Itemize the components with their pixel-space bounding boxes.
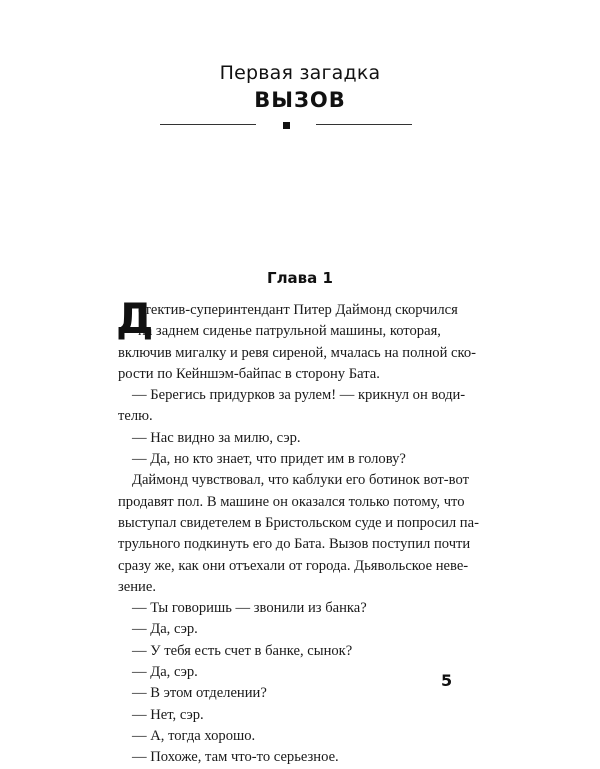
text-line: — Нас видно за милю, сэр. bbox=[132, 429, 301, 446]
text-line: — Берегись придурков за рулем! — крикнул он води- bbox=[132, 387, 466, 404]
text-line: — Да, сэр. bbox=[132, 621, 198, 638]
text-line: етектив-суперинтендант Питер Даймонд скорчился bbox=[138, 302, 458, 318]
text-line: — Ты говоришь — звонили из банка? bbox=[132, 600, 367, 617]
text-line: телю. bbox=[118, 408, 153, 425]
text-line: Даймонд чувствовал, что каблуки его ботинок вот-вот bbox=[132, 472, 469, 489]
title-ornament bbox=[0, 119, 600, 131]
text-line: — В этом отделении? bbox=[132, 685, 267, 702]
ornament-right-rule bbox=[316, 124, 412, 125]
text-line: — А, тогда хорошо. bbox=[132, 727, 256, 744]
part-title: Первая загадка bbox=[219, 62, 381, 84]
text-line: трульного подкинуть его до Бата. Вызов поступил почти bbox=[118, 536, 471, 553]
text-line: — У тебя есть счет в банке, сынок? bbox=[132, 642, 353, 659]
chapter-body bbox=[116, 294, 479, 769]
text-line: выступал свидетелем в Бристольском суде и попросил па- bbox=[118, 514, 479, 531]
text-line: на заднем сиденье патрульной машины, которая, bbox=[138, 323, 441, 340]
text-line: — Похоже, там что-то серьезное. bbox=[132, 749, 339, 766]
text-line: — Да, но кто знает, что придет им в голову? bbox=[132, 451, 406, 468]
text-line: продавят пол. В машине он оказался только потому, что bbox=[118, 493, 465, 510]
text-line: сразу же, как они отъехали от города. Дьявольское неве- bbox=[118, 557, 469, 574]
ornament-square-icon bbox=[283, 122, 290, 129]
page-number: 5 bbox=[441, 671, 453, 690]
part-subtitle: ВЫЗОВ bbox=[254, 88, 346, 112]
text-line: рости по Кейншэм-байпас в сторону Бата. bbox=[118, 365, 380, 382]
text-line: — Да, сэр. bbox=[132, 664, 198, 681]
chapter-title: Глава 1 bbox=[267, 269, 333, 287]
drop-cap: Д bbox=[116, 294, 154, 343]
text-line: включив мигалку и ревя сиреной, мчалась на полной ско- bbox=[118, 344, 477, 361]
text-line: зение. bbox=[118, 578, 156, 595]
text-line: — Нет, сэр. bbox=[132, 706, 204, 723]
ornament-left-rule bbox=[160, 124, 256, 125]
